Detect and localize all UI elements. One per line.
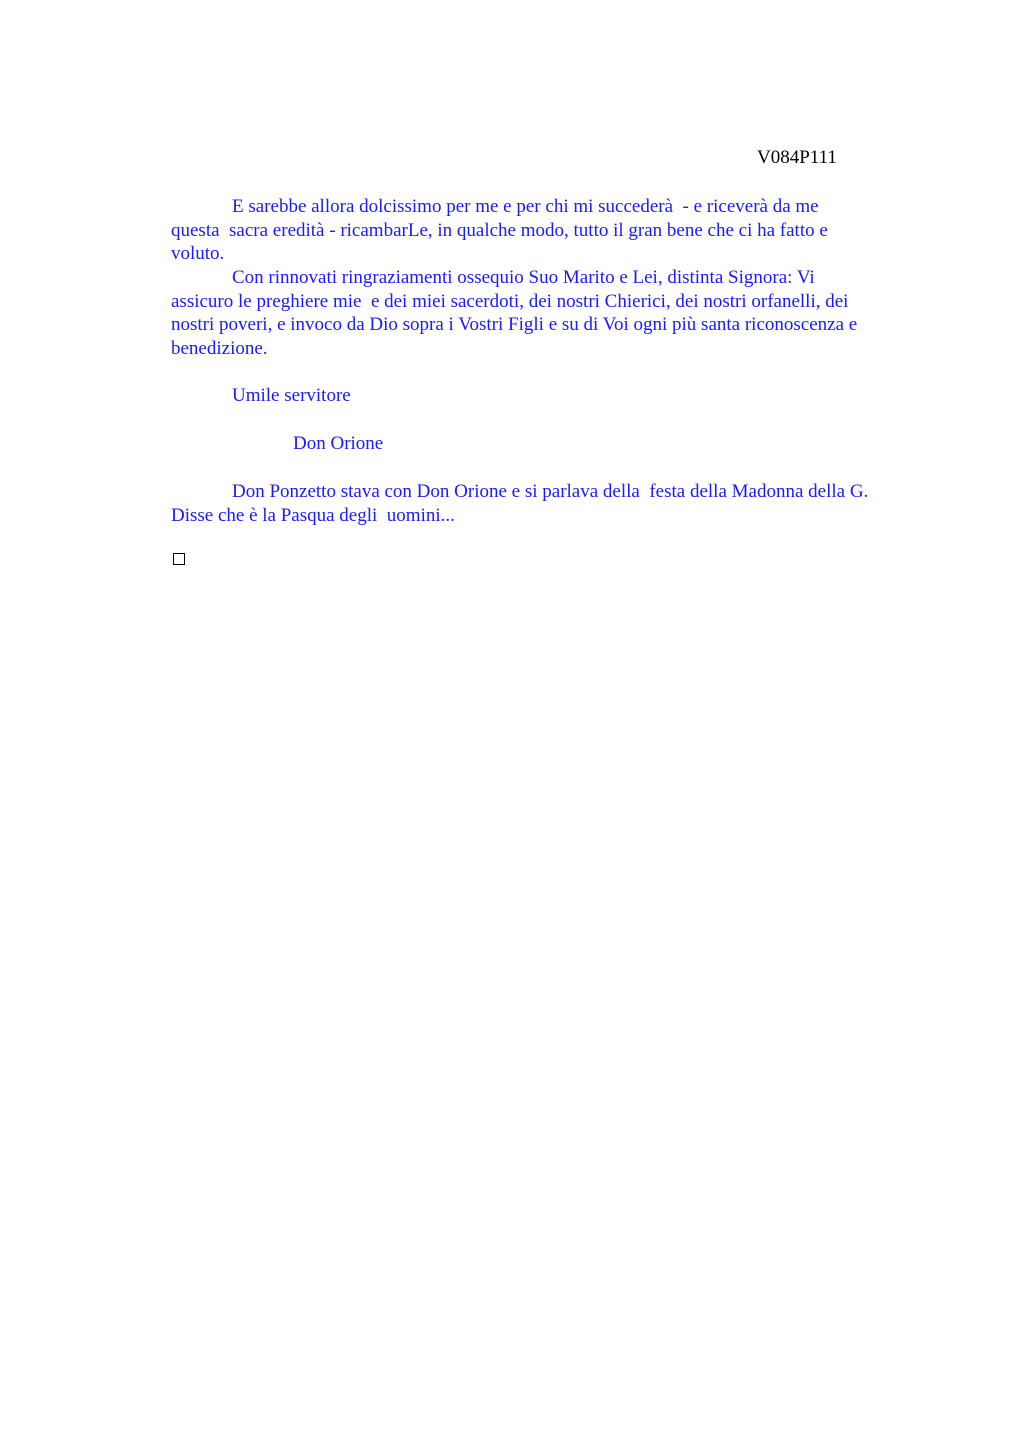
paragraph-1-line-3: voluto. (171, 243, 225, 265)
document-code: V084P111 (757, 147, 837, 168)
paragraph-2-line-2: assicuro le preghiere mie e dei miei sacerdoti, dei nostri Chierici, dei nostri orfanelli, dei (171, 290, 849, 312)
paragraph-1 (171, 195, 931, 266)
salutation: Umile servitore (232, 385, 351, 406)
paragraph-1-line-1: E sarebbe allora dolcissimo per me e per chi mi succederà - e riceverà da me (232, 196, 819, 217)
empty-square-icon (173, 553, 185, 565)
paragraph-1-line-2: questa sacra eredità - ricambarLe, in qualche modo, tutto il gran bene che ci ha fatto e (171, 219, 828, 241)
paragraph-2-line-1: Con rinnovati ringraziamenti ossequio Suo Marito e Lei, distinta Signora: Vi (232, 267, 815, 288)
paragraph-2 (171, 266, 931, 360)
paragraph-3-line-1: Don Ponzetto stava con Don Orione e si parlava della festa della Madonna della G. (232, 481, 869, 502)
paragraph-2-line-3: nostri poveri, e invoco da Dio sopra i Vostri Figli e su di Voi ogni più santa riconoscenza e (171, 314, 858, 336)
paragraph-3-line-2: Disse che è la Pasqua degli uomini... (171, 504, 455, 526)
paragraph-3 (171, 480, 931, 527)
signature: Don Orione (293, 433, 384, 454)
paragraph-2-line-4: benedizione. (171, 337, 268, 359)
